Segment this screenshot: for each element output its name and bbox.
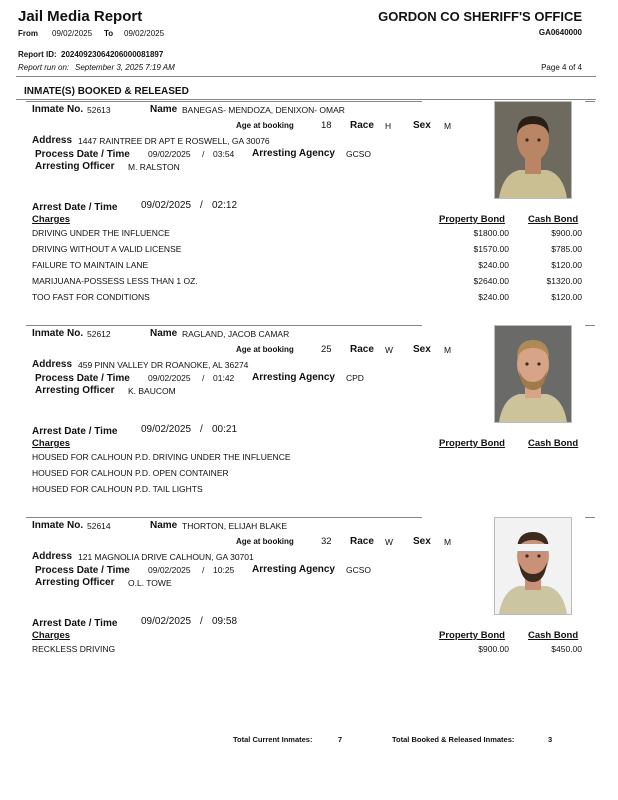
charges-header: Charges: [32, 630, 71, 641]
sex: M: [444, 537, 452, 547]
cash-bond-amount: $785.00: [551, 244, 582, 254]
race: W: [385, 345, 394, 355]
inmate-divider: [26, 517, 422, 518]
mugshot-photo: [494, 101, 572, 199]
age-label: Age at booking: [236, 121, 294, 130]
address-label: Address: [32, 135, 73, 146]
header-divider: [16, 76, 596, 77]
mugshot-bandage: [515, 544, 551, 551]
arrest-date: 09/02/2025: [141, 200, 192, 211]
race: H: [385, 121, 392, 131]
process-date-label: Process Date / Time: [35, 149, 130, 160]
race-label: Race: [350, 344, 374, 355]
inmate-no: 52612: [87, 329, 111, 339]
arresting-officer-label: Arresting Officer: [35, 385, 115, 396]
inmate-divider-right: [585, 517, 595, 518]
inmate-name: BANEGAS- MENDOZA, DENIXON- OMAR: [182, 105, 345, 115]
from-date: 09/02/2025: [52, 29, 93, 38]
property-bond-amount: $1800.00: [473, 228, 509, 238]
mugshot-eye-left: [525, 138, 528, 141]
process-date: 09/02/2025: [148, 149, 191, 159]
arrest-time: 00:21: [212, 424, 238, 435]
arresting-agency-label: Arresting Agency: [252, 564, 335, 575]
inmate-record: [0, 517, 618, 677]
arresting-officer-label: Arresting Officer: [35, 161, 115, 172]
arrest-slash: /: [200, 616, 203, 627]
arresting-agency: GCSO: [346, 565, 372, 575]
arresting-agency-label: Arresting Agency: [252, 372, 335, 383]
charge-description: DRIVING WITHOUT A VALID LICENSE: [32, 244, 182, 254]
charges-header: Charges: [32, 214, 71, 225]
race-label: Race: [350, 120, 374, 131]
charge-description: TOO FAST FOR CONDITIONS: [32, 292, 150, 302]
arresting-officer-label: Arresting Officer: [35, 577, 115, 588]
process-time: 01:42: [213, 373, 235, 383]
name-label: Name: [150, 520, 178, 531]
race: W: [385, 537, 394, 547]
process-date-label: Process Date / Time: [35, 373, 130, 384]
total-current-label: Total Current Inmates:: [233, 735, 313, 744]
property-bond-amount: $2640.00: [473, 276, 509, 286]
agency-name: GORDON CO SHERIFF'S OFFICE: [378, 9, 582, 24]
inmate-name: RAGLAND, JACOB CAMAR: [182, 329, 290, 339]
arrest-slash: /: [200, 200, 203, 211]
process-time: 10:25: [213, 565, 235, 575]
process-date: 09/02/2025: [148, 565, 191, 575]
process-slash: /: [202, 373, 205, 383]
property-bond-amount: $240.00: [478, 260, 509, 270]
sex-label: Sex: [413, 120, 431, 131]
arrest-time: 09:58: [212, 616, 238, 627]
arresting-officer: M. RALSTON: [128, 162, 180, 172]
section-title: INMATE(S) BOOKED & RELEASED: [24, 86, 189, 97]
run-on-label: Report run on:: [18, 63, 70, 72]
charges-header: Charges: [32, 438, 71, 449]
inmate-name: THORTON, ELIJAH BLAKE: [182, 521, 288, 531]
cash-bond-header: Cash Bond: [528, 438, 579, 449]
race-label: Race: [350, 536, 374, 547]
mugshot-eye-left: [525, 362, 528, 365]
arrest-date: 09/02/2025: [141, 616, 192, 627]
mugshot-eye-right: [537, 362, 540, 365]
cash-bond-amount: $900.00: [551, 228, 582, 238]
charge-description: FAILURE TO MAINTAIN LANE: [32, 260, 149, 270]
property-bond-amount: $240.00: [478, 292, 509, 302]
mugshot-photo: [494, 517, 572, 615]
cash-bond-amount: $120.00: [551, 260, 582, 270]
age: 18: [321, 120, 332, 131]
inmate-no-label: Inmate No.: [32, 328, 84, 339]
mugshot-eye-right: [537, 554, 540, 557]
total-booked: 3: [548, 735, 553, 744]
charge-description: HOUSED FOR CALHOUN P.D. OPEN CONTAINER: [32, 468, 229, 478]
arresting-agency: GCSO: [346, 149, 372, 159]
charge-description: RECKLESS DRIVING: [32, 644, 116, 654]
cash-bond-header: Cash Bond: [528, 630, 579, 641]
mugshot-eye-left: [525, 554, 528, 557]
inmate-divider: [26, 101, 422, 102]
charge-description: HOUSED FOR CALHOUN P.D. DRIVING UNDER THE INFLUENCE: [32, 452, 291, 462]
mugshot-photo: [494, 325, 572, 423]
report-id: 20240923064206000081897: [61, 50, 164, 59]
inmate-divider: [26, 325, 422, 326]
arresting-officer: O.L. TOWE: [128, 578, 172, 588]
property-bond-header: Property Bond: [439, 630, 505, 641]
process-date-label: Process Date / Time: [35, 565, 130, 576]
sex: M: [444, 345, 452, 355]
charge-description: DRIVING UNDER THE INFLUENCE: [32, 228, 170, 238]
inmate-no: 52614: [87, 521, 111, 531]
inmate-divider-right: [585, 325, 595, 326]
property-bond-amount: $1570.00: [473, 244, 509, 254]
inmate-divider-right: [585, 101, 595, 102]
arrest-date-label: Arrest Date / Time: [32, 202, 118, 213]
inmate-no-label: Inmate No.: [32, 520, 84, 531]
from-label: From: [18, 29, 38, 38]
agency-code: GA0640000: [538, 28, 582, 37]
sex-label: Sex: [413, 536, 431, 547]
cash-bond-header: Cash Bond: [528, 214, 579, 225]
to-date: 09/02/2025: [124, 29, 165, 38]
address-label: Address: [32, 551, 73, 562]
property-bond-header: Property Bond: [439, 214, 505, 225]
address: 1447 RAINTREE DR APT E ROSWELL, GA 30076: [78, 136, 270, 146]
inmate-record: [0, 325, 618, 515]
report-title: Jail Media Report: [18, 8, 143, 25]
address: 459 PINN VALLEY DR ROANOKE, AL 36274: [78, 360, 249, 370]
property-bond-header: Property Bond: [439, 438, 505, 449]
arresting-agency: CPD: [346, 373, 364, 383]
run-on: September 3, 2025 7:19 AM: [75, 63, 175, 72]
age: 25: [321, 344, 332, 355]
address-label: Address: [32, 359, 73, 370]
cash-bond-amount: $1320.00: [546, 276, 582, 286]
age-label: Age at booking: [236, 345, 294, 354]
mugshot-eye-right: [537, 138, 540, 141]
age: 32: [321, 536, 332, 547]
arresting-agency-label: Arresting Agency: [252, 148, 335, 159]
name-label: Name: [150, 328, 178, 339]
arrest-slash: /: [200, 424, 203, 435]
inmate-record: [0, 101, 618, 321]
sex: M: [444, 121, 452, 131]
address: 121 MAGNOLIA DRIVE CALHOUN, GA 30701: [78, 552, 254, 562]
arresting-officer: K. BAUCOM: [128, 386, 176, 396]
arrest-date: 09/02/2025: [141, 424, 192, 435]
charge-description: HOUSED FOR CALHOUN P.D. TAIL LIGHTS: [32, 484, 203, 494]
property-bond-amount: $900.00: [478, 644, 509, 654]
process-slash: /: [202, 149, 205, 159]
cash-bond-amount: $120.00: [551, 292, 582, 302]
inmate-no-label: Inmate No.: [32, 104, 84, 115]
arrest-date-label: Arrest Date / Time: [32, 426, 118, 437]
inmate-no: 52613: [87, 105, 111, 115]
age-label: Age at booking: [236, 537, 294, 546]
cash-bond-amount: $450.00: [551, 644, 582, 654]
charge-description: MARIJUANA-POSSESS LESS THAN 1 OZ.: [32, 276, 198, 286]
report-id-label: Report ID:: [18, 50, 57, 59]
sex-label: Sex: [413, 344, 431, 355]
page-number: Page 4 of 4: [541, 63, 582, 72]
process-slash: /: [202, 565, 205, 575]
to-label: To: [104, 29, 114, 38]
arrest-time: 02:12: [212, 200, 238, 211]
name-label: Name: [150, 104, 178, 115]
total-current: 7: [338, 735, 343, 744]
process-time: 03:54: [213, 149, 235, 159]
arrest-date-label: Arrest Date / Time: [32, 618, 118, 629]
section-divider: [16, 99, 596, 100]
process-date: 09/02/2025: [148, 373, 191, 383]
total-booked-label: Total Booked & Released Inmates:: [392, 735, 515, 744]
